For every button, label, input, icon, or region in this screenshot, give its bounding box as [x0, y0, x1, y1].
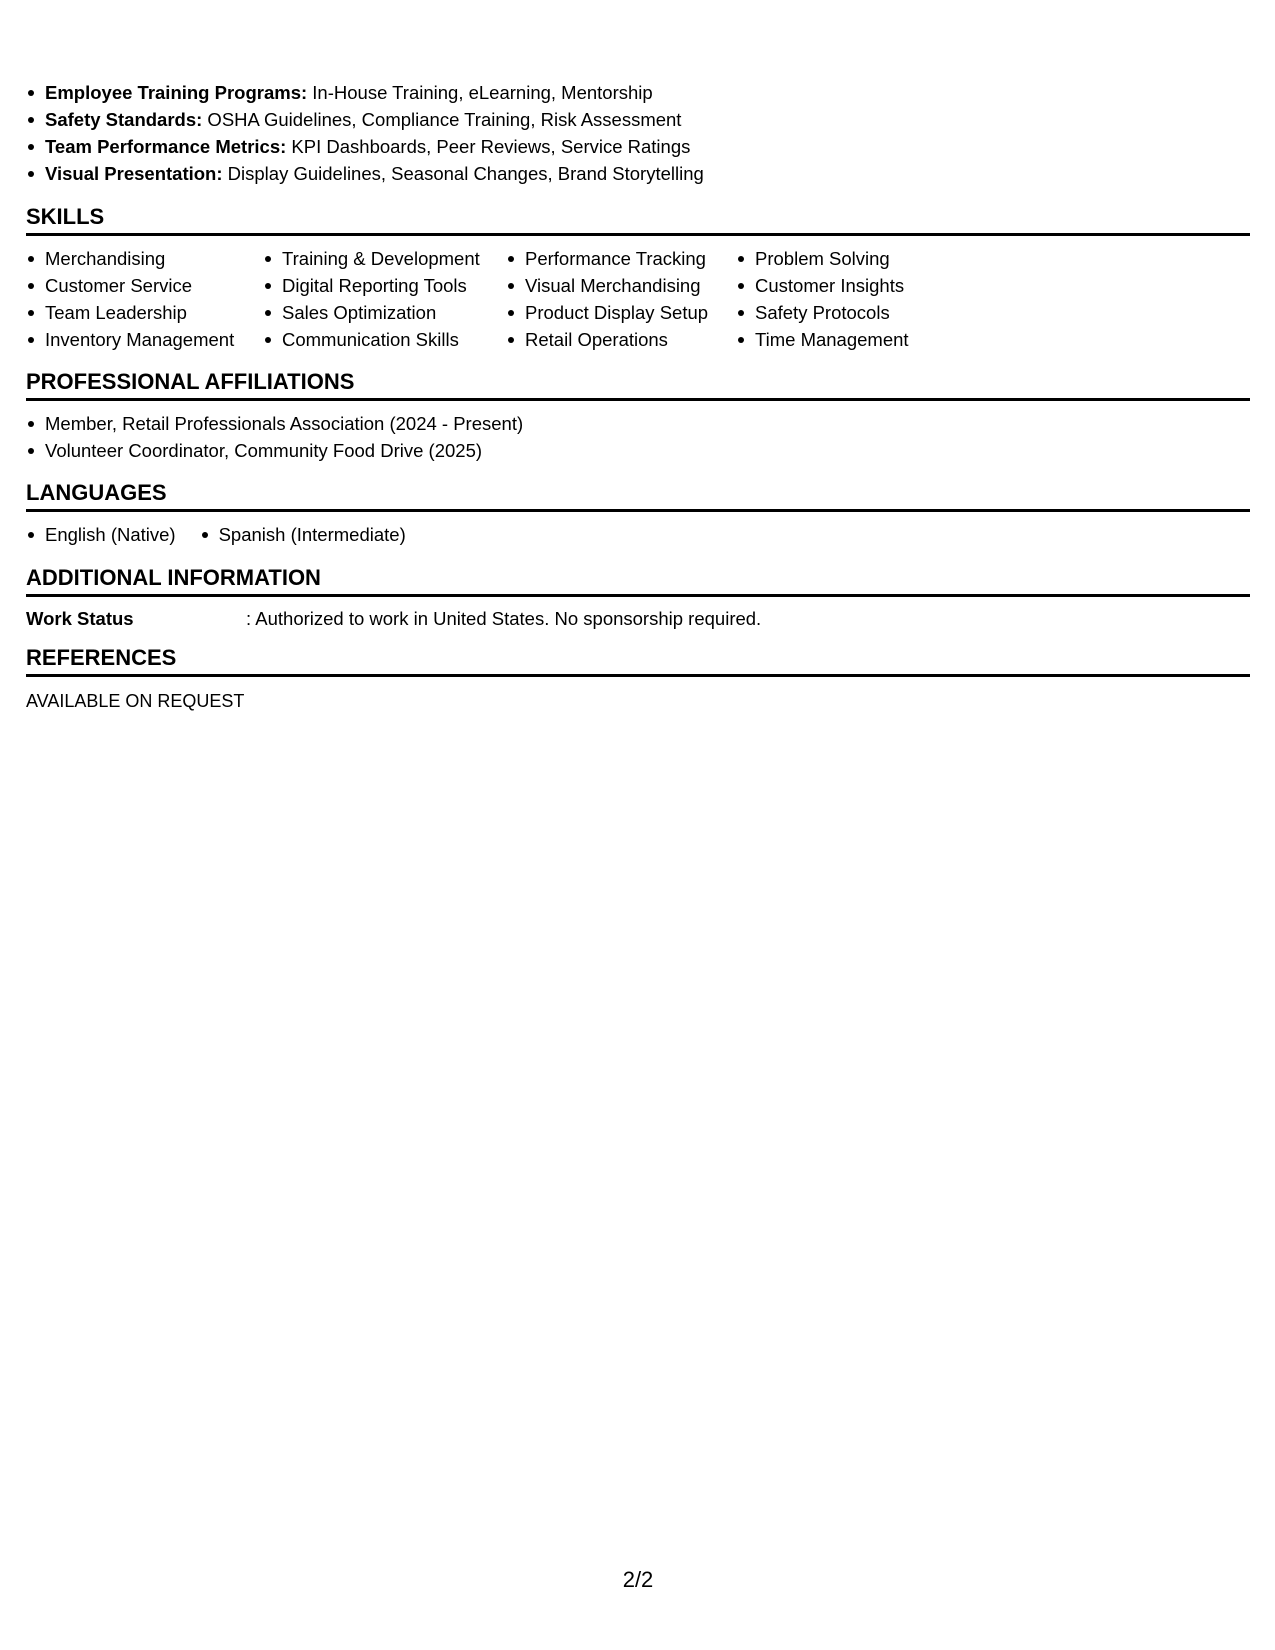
- skill-item: Merchandising: [26, 245, 263, 272]
- work-status-label: Work Status: [26, 608, 134, 629]
- skill-item: Customer Insights: [736, 272, 996, 299]
- languages-section-header: [26, 479, 1250, 512]
- skills-section-header: [26, 203, 1250, 236]
- skill-item: Time Management: [736, 326, 996, 353]
- language-item: Spanish (Intermediate): [200, 521, 406, 548]
- references-section-header: [26, 644, 1250, 677]
- skill-item: Visual Merchandising: [506, 272, 736, 299]
- section-title: ADDITIONAL INFORMATION: [26, 565, 321, 590]
- skill-item: Inventory Management: [26, 326, 263, 353]
- language-item: English (Native): [26, 521, 176, 548]
- page-number-text: 2/2: [622, 1567, 654, 1592]
- list-item: Safety Standards: OSHA Guidelines, Compliance Training, Risk Assessment: [26, 106, 704, 133]
- skills-column: [263, 245, 506, 353]
- additional-info-section-header: [26, 564, 1250, 597]
- skill-item: Performance Tracking: [506, 245, 736, 272]
- skill-item: Digital Reporting Tools: [263, 272, 506, 299]
- skill-item: Product Display Setup: [506, 299, 736, 326]
- work-status-value: : Authorized to work in United States. No sponsorship required.: [246, 608, 762, 629]
- skill-item: Team Leadership: [26, 299, 263, 326]
- affiliation-item: Volunteer Coordinator, Community Food Drive (2025): [26, 437, 523, 464]
- languages-list: [26, 521, 430, 548]
- section-title: PROFESSIONAL AFFILIATIONS: [26, 369, 355, 394]
- skills-column: [506, 245, 736, 353]
- skill-item: Training & Development: [263, 245, 506, 272]
- affiliations-list: [26, 410, 523, 464]
- top-bullet-list: [26, 79, 704, 187]
- skill-item: Communication Skills: [263, 326, 506, 353]
- affiliation-item: Member, Retail Professionals Association (2024 - Present): [26, 410, 523, 437]
- skill-item: Safety Protocols: [736, 299, 996, 326]
- page-number: [26, 1567, 1250, 1593]
- list-item: Team Performance Metrics: KPI Dashboards, Peer Reviews, Service Ratings: [26, 133, 704, 160]
- skills-column: [736, 245, 996, 353]
- skill-item: Retail Operations: [506, 326, 736, 353]
- list-item: Visual Presentation: Display Guidelines, Seasonal Changes, Brand Storytelling: [26, 160, 704, 187]
- section-title: LANGUAGES: [26, 480, 167, 505]
- references-text: AVAILABLE ON REQUEST: [26, 691, 245, 711]
- skills-column: [26, 245, 263, 353]
- resume-page: [26, 0, 1250, 1650]
- work-status-row: [26, 605, 761, 632]
- list-item: Employee Training Programs: In-House Training, eLearning, Mentorship: [26, 79, 704, 106]
- skill-item: Sales Optimization: [263, 299, 506, 326]
- section-title: SKILLS: [26, 204, 105, 229]
- skills-grid: [26, 245, 996, 353]
- skill-item: Problem Solving: [736, 245, 996, 272]
- skill-item: Customer Service: [26, 272, 263, 299]
- affiliations-section-header: [26, 368, 1250, 401]
- section-title: REFERENCES: [26, 645, 177, 670]
